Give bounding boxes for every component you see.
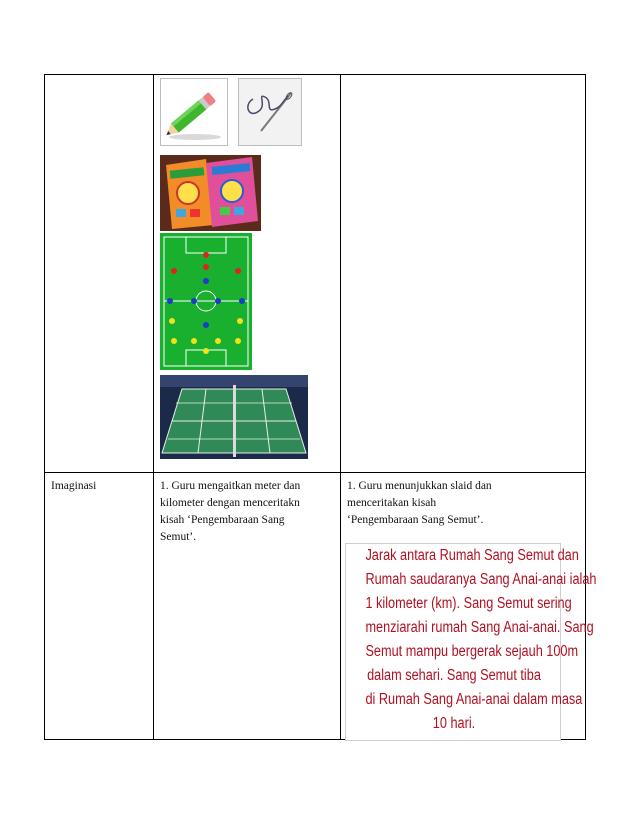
story-slide [345,543,597,741]
student-text-line: ‘Pengembaraan Sang Semut’. [347,514,484,526]
football-field-icon [160,233,252,370]
slide-text-line: Rumah saudaranya Sang Anai-anai ialah [365,571,597,588]
slide-text-line: dalam sehari. Sang Semut tiba [367,667,541,684]
table-cell-empty [341,75,586,473]
teacher-text-line: kilometer dengan menceritakn [160,497,300,509]
slide-text-line: menziarahi rumah Sang Anai-anai. Sang [365,619,594,636]
needle-thread-icon [238,78,302,146]
badminton-court-icon [160,375,308,459]
row-label: Imaginasi [51,480,97,492]
table-row [45,75,586,473]
table-cell-teacher [154,473,341,740]
teacher-text-line: Semut’. [160,531,197,543]
teacher-text-line: 1. Guru mengaitkan meter dan [160,480,301,492]
table-cell-empty [45,75,154,473]
student-text-line: 1. Guru menunjukkan slaid dan [347,480,492,492]
teacher-text-line: kisah ‘Pengembaraan Sang [160,514,285,526]
slide-text-line: Semut mampu bergerak sejauh 100m [365,643,579,660]
slide-text-line: 10 hari. [432,715,476,732]
student-text-line: menceritakan kisah [347,497,437,509]
pencil-icon [160,78,228,146]
clock-book-icon [160,155,261,231]
slide-text-line: Jarak antara Rumah Sang Semut dan [365,547,579,564]
slide-text-line: di Rumah Sang Anai-anai dalam masa [365,691,583,708]
table-cell-label [45,473,154,740]
slide-text-line: 1 kilometer (km). Sang Semut sering [365,595,572,612]
